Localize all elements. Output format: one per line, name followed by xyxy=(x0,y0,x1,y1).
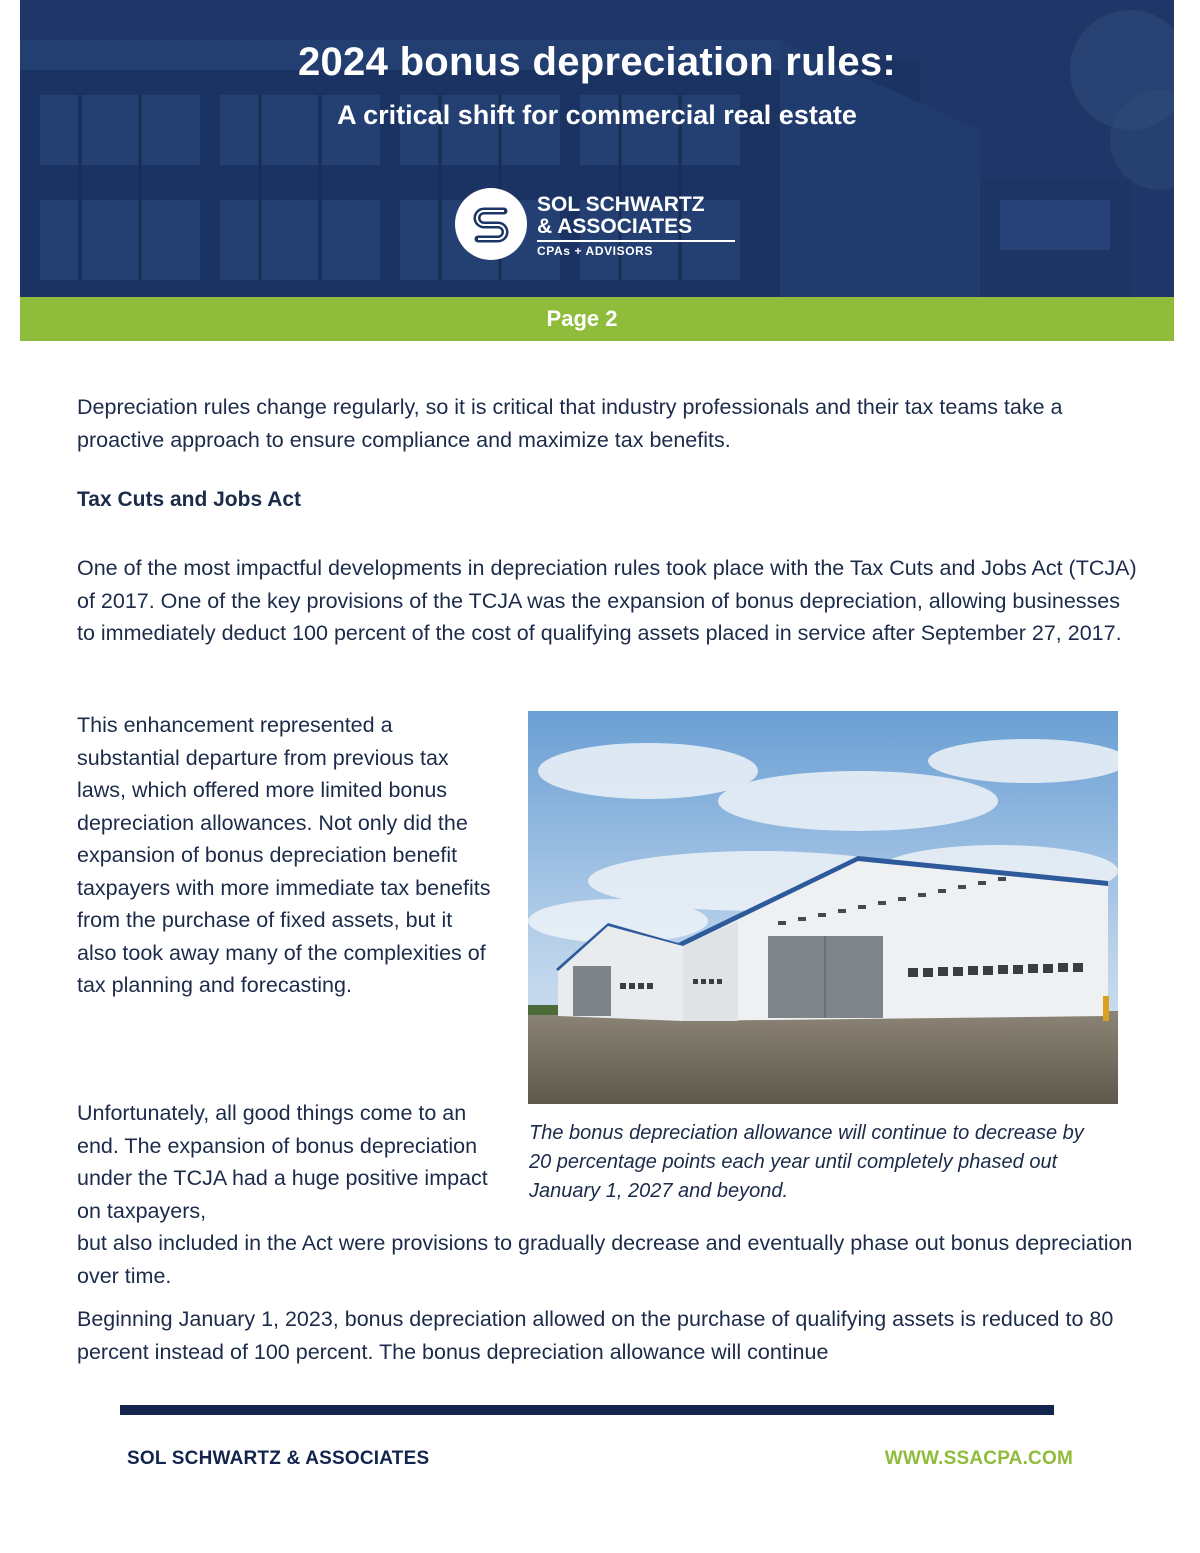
tcja-paragraph: One of the most impactful developments in depreciation rules took place with the Tax Cuts and Jobs Act (TCJA) of 2017. One of the key provisions of the TCJA was the expansion of bonus depreciation, allowing businesses to immediately deduct 100 percent of the cost of qualifying assets placed in service after September 27, 2017. xyxy=(77,556,1137,645)
warehouse-photo xyxy=(528,711,1118,1104)
footer-website-link[interactable]: WWW.SSACPA.COM xyxy=(884,1448,1073,1469)
enhancement-paragraph: This enhancement represented a substantial departure from previous tax laws, which offered more limited bonus depreciation allowances. Not only did the expansion of bonus depreciation benefit taxpayers with more immediate tax benefits from the purchase of fixed assets, but it also took away many of the complexities of tax planning and forecasting. xyxy=(77,713,491,997)
company-logo xyxy=(455,188,755,268)
beginning-paragraph: Beginning January 1, 2023, bonus depreciation allowed on the purchase of qualifying assets is reduced to 80 percent instead of 100 percent. The bonus depreciation allowance will continue xyxy=(77,1307,1114,1364)
unfortunately-paragraph-end: but also included in the Act were provisions to gradually decrease and eventually phase out bonus depreciation over time. xyxy=(77,1231,1133,1288)
logo-tagline: CPAs + ADVISORS xyxy=(537,244,654,258)
page-number-label: Page 2 xyxy=(546,306,618,331)
page-title: 2024 bonus depreciation rules: xyxy=(297,40,897,84)
page-number-strip xyxy=(20,297,1174,341)
logo-name-line2: & ASSOCIATES xyxy=(537,215,693,238)
section-heading: Tax Cuts and Jobs Act xyxy=(77,488,302,511)
logo-name-line1: SOL SCHWARTZ xyxy=(537,193,705,216)
footer-company-name: SOL SCHWARTZ & ASSOCIATES xyxy=(127,1448,430,1469)
s-monogram-icon xyxy=(455,188,527,260)
header-banner xyxy=(20,0,1174,297)
unfortunately-paragraph-start: Unfortunately, all good things come to an end. The expansion of bonus depreciation under the TCJA had a huge positive impact on taxpayers, xyxy=(77,1101,488,1223)
page-subtitle: A critical shift for commercial real estate xyxy=(337,100,857,130)
photo-caption: The bonus depreciation allowance will continue to decrease by 20 percentage points each year until completely phased out January 1, 2027 and beyond. xyxy=(529,1122,1084,1202)
footer-divider xyxy=(120,1405,1054,1415)
intro-paragraph: Depreciation rules change regularly, so it is critical that industry professionals and their tax teams take a proactive approach to ensure compliance and maximize tax benefits. xyxy=(77,395,1063,452)
logo-divider xyxy=(537,240,735,242)
